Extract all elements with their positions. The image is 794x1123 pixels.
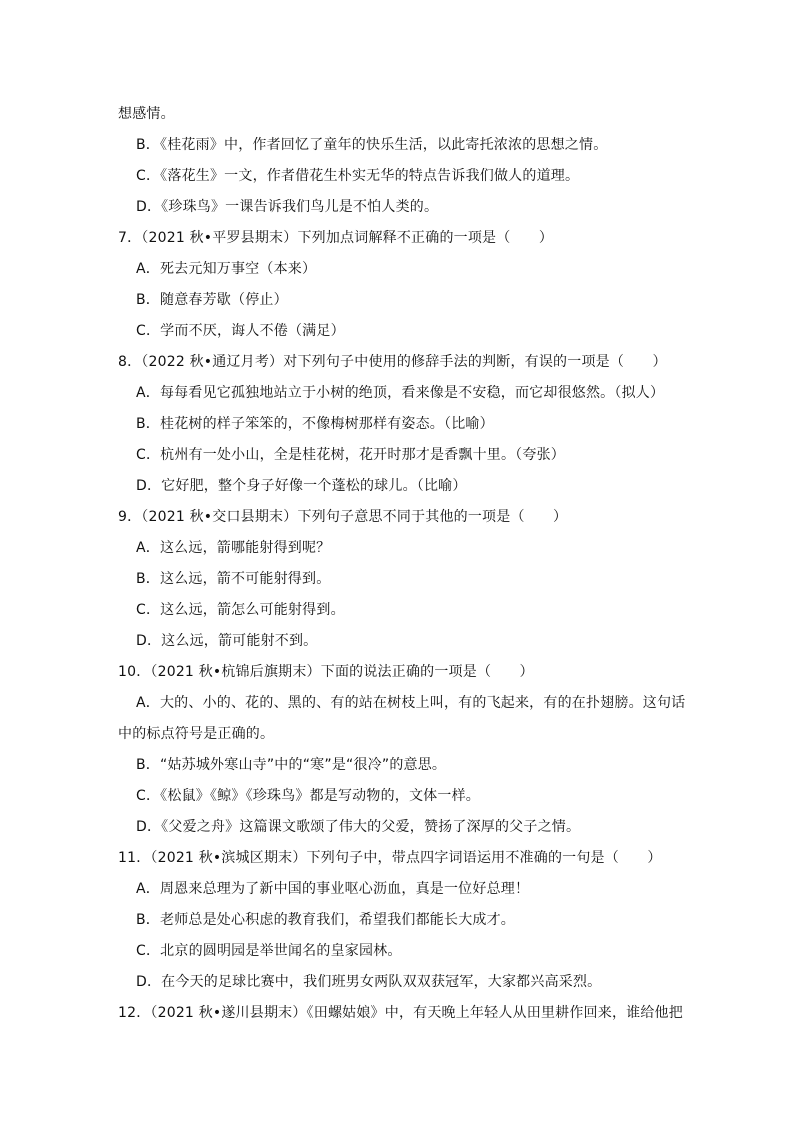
q9-option-d: D．这么远，箭可能射不到。 [136,633,318,649]
q6-option-d: D．《珍珠鸟》一课告诉我们鸟儿是不怕人类的。 [136,199,439,215]
q8-option-b: B．桂花树的样子笨笨的，不像梅树那样有姿态。（比喻） [136,416,494,432]
q11-option-a: A．周恩来总理为了新中国的事业呕心沥血，真是一位好总理！ [136,881,530,897]
question-10: 10．（2021 秋•杭锦后旗期末）下面的说法正确的一项是（ ） [118,664,534,680]
q10-option-b: B．“姑苏城外寒山寺”中的“寒”是“很冷”的意思。 [136,757,447,773]
q9-option-a: A．这么远，箭哪能射得到呢？ [136,540,331,556]
q10-option-d: D．《父爱之舟》这篇课文歌颂了伟大的父爱，赞扬了深厚的父子之情。 [136,819,581,835]
q9-option-b: B．这么远，箭不可能射得到。 [136,571,331,587]
q11-option-b: B．老师总是处心积虑的教育我们，希望我们都能长大成才。 [136,912,516,928]
q10-option-a: A．大的、小的、花的、黑的、有的站在树枝上叫，有的飞起来，有的在扑翅膀。这句话 [136,695,686,711]
q9-option-c: C．这么远，箭怎么可能射得到。 [136,602,345,618]
question-11: 11．（2021 秋•滨城区期末）下列句子中，带点四字词语运用不准确的一句是（ ） [118,850,662,866]
q8-option-d: D．它好肥，整个身子好像一个蓬松的球儿。（比喻） [136,478,467,494]
q8-option-a: A．每每看见它孤独地站立于小树的绝顶，看来像是不安稳，而它却很悠然。（拟人） [136,385,665,401]
q7-option-c: C．学而不厌，诲人不倦（满足） [136,323,345,339]
q6-option-b: B．《桂花雨》中，作者回忆了童年的快乐生活，以此寄托浓浓的思想之情。 [136,137,608,153]
continued-text: 想感情。 [118,106,175,122]
q11-option-c: C．北京的圆明园是举世闻名的皇家园林。 [136,943,402,959]
q11-option-d: D．在今天的足球比赛中，我们班男女两队双双获冠军，大家都兴高采烈。 [136,974,602,990]
question-8: 8．（2022 秋•通辽月考）对下列句子中使用的修辞手法的判断，有误的一项是（ ） [118,354,667,370]
q6-option-c: C．《落花生》一文，作者借花生朴实无华的特点告诉我们做人的道理。 [136,168,580,184]
q8-option-c: C．杭州有一处小山，全是桂花树，花开时那才是香飘十里。（夸张） [136,447,565,463]
q10-option-c: C．《松鼠》《鲸》《珍珠鸟》都是写动物的，文体一样。 [136,788,480,804]
q7-option-b: B．随意春芳歇（停止） [136,292,288,308]
question-7: 7．（2021 秋•平罗县期末）下列加点词解释不正确的一项是（ ） [118,230,554,246]
q7-option-a: A．死去元知万事空（本来） [136,261,317,277]
q10-option-a-cont: 中的标点符号是正确的。 [118,726,275,742]
question-9: 9．（2021 秋•交口县期末）下列句子意思不同于其他的一项是（ ） [118,509,568,525]
question-12: 12．（2021 秋•遂川县期末）《田螺姑娘》中，有天晚上年轻人从田里耕作回来，谁给他把 [118,1005,683,1021]
